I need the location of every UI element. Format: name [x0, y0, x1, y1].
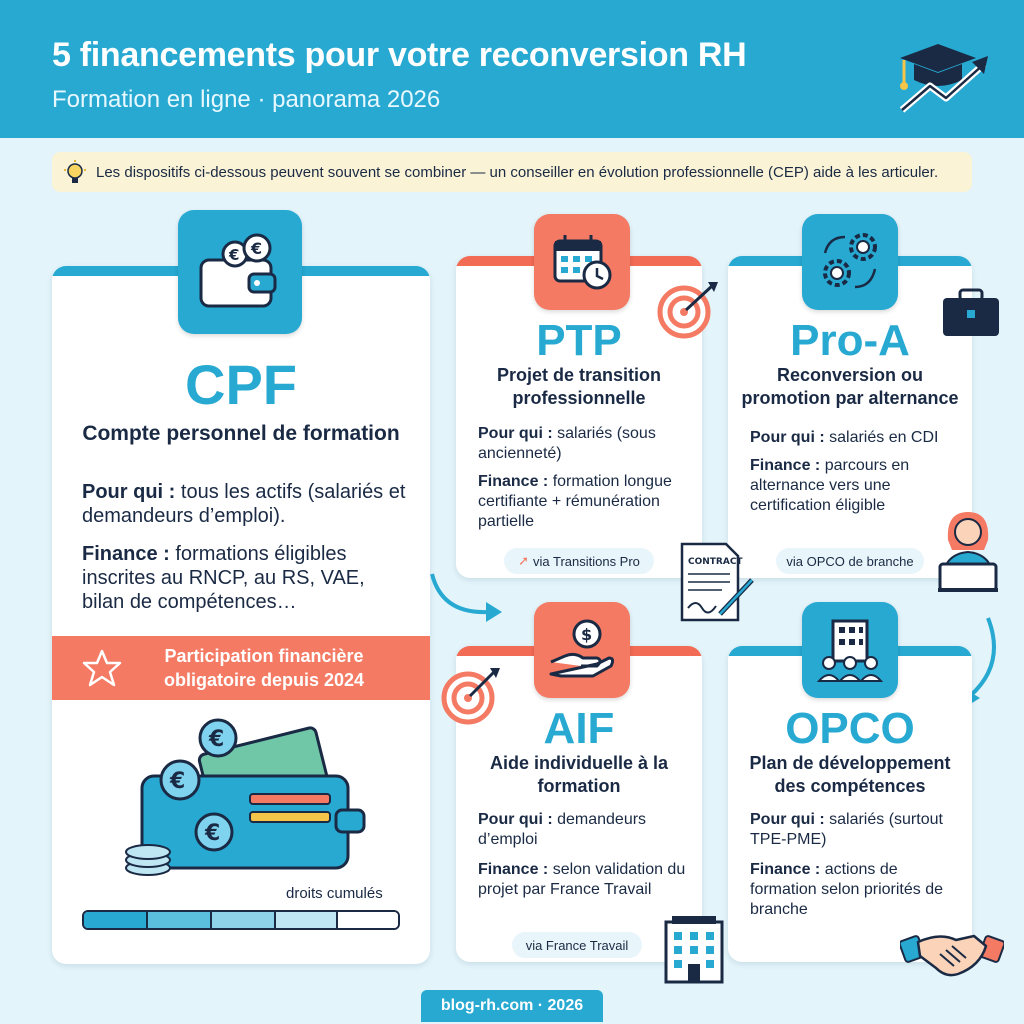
lightbulb-icon	[62, 160, 88, 191]
opco-subtitle: Plan de développement des compétences	[749, 753, 951, 796]
arrow-icon: ➚	[518, 553, 529, 568]
graduation-cap-growth-icon	[888, 28, 998, 118]
pro-a-for-whom: Pour qui : salariés en CDI	[750, 429, 939, 446]
cpf-banner-text: Participation financière obligatoire depuis 2024	[163, 646, 365, 690]
svg-text:€: €	[205, 821, 221, 846]
office-building-icon	[662, 912, 726, 984]
building-team-icon	[802, 602, 898, 698]
progress-label: droits cumulés	[286, 885, 383, 902]
star-icon	[82, 648, 122, 688]
opco-for-whom: Pour qui : salariés (surtout TPE-PME)	[750, 811, 943, 848]
ptp-for-whom: Pour qui : salariés (sous ancienneté)	[478, 425, 656, 462]
tip-box	[52, 152, 972, 192]
opco-acronym: OPCO	[785, 704, 915, 753]
aif-finances: Finance : selon validation du projet par France Travail	[478, 861, 686, 898]
aif-acronym: AIF	[543, 704, 615, 753]
calendar-clock-icon	[534, 214, 630, 310]
gears-people-icon	[802, 214, 898, 310]
pro-a-acronym: Pro-A	[790, 316, 910, 365]
woman-laptop-icon	[934, 506, 1002, 592]
aif-for-whom: Pour qui : demandeurs d’emploi	[478, 811, 647, 848]
aif-via-badge: via France Travail	[512, 932, 642, 958]
page-title: 5 financements pour votre reconversion RH	[52, 36, 747, 74]
progress-segment	[148, 912, 212, 928]
wallet-euro-icon	[178, 210, 302, 334]
svg-text:€: €	[229, 246, 240, 264]
progress-segment	[84, 912, 148, 928]
ptp-acronym: PTP	[536, 316, 622, 365]
contract-document-icon	[676, 540, 756, 626]
svg-text:€: €	[251, 239, 263, 258]
ptp-finances: Finance : formation longue certifiante + rémunération partielle	[478, 473, 672, 530]
cpf-acronym: CPF	[185, 353, 297, 416]
footer-credit: blog-rh.com · 2026	[421, 990, 603, 1022]
tip-text: Les dispositifs ci-dessous peuvent souvent se combiner — un conseiller en évolution professionnelle (CEP) aide à les articuler.	[96, 163, 939, 181]
aif-subtitle: Aide individuelle à la formation	[489, 753, 669, 796]
ptp-via-badge: ➚ via Transitions Pro	[504, 548, 654, 574]
progress-segment	[338, 912, 398, 928]
pro-a-finances: Finance : parcours en alternance vers une certification éligible	[750, 457, 910, 514]
hand-coin-icon	[534, 602, 630, 698]
ptp-subtitle: Projet de transition professionnelle	[496, 365, 662, 408]
svg-text:€: €	[170, 769, 186, 794]
curved-arrow-icon	[426, 570, 508, 630]
rights-progress-bar	[82, 910, 400, 930]
svg-text:$: $	[581, 625, 593, 644]
progress-segment	[276, 912, 338, 928]
handshake-icon	[900, 914, 1004, 984]
progress-segment	[212, 912, 276, 928]
opco-finances: Finance : actions de formation selon priorités de branche	[750, 861, 943, 918]
cpf-finances: Finance : formations éligibles inscrites au RNCP, au RS, VAE, bilan de compétences…	[82, 543, 365, 613]
pro-a-via-badge: via OPCO de branche	[776, 548, 924, 574]
pro-a-subtitle: Reconversion ou promotion par alternance	[741, 365, 959, 408]
page-subtitle: Formation en ligne · panorama 2026	[52, 86, 441, 113]
contract-label: CONTRACT	[688, 557, 743, 567]
wallet-coins-illustration	[118, 714, 378, 884]
cpf-subtitle: Compte personnel de formation	[82, 422, 400, 445]
svg-text:€: €	[209, 727, 225, 752]
cpf-for-whom: Pour qui : tous les actifs (salariés et demandeurs d’emploi).	[82, 481, 406, 527]
